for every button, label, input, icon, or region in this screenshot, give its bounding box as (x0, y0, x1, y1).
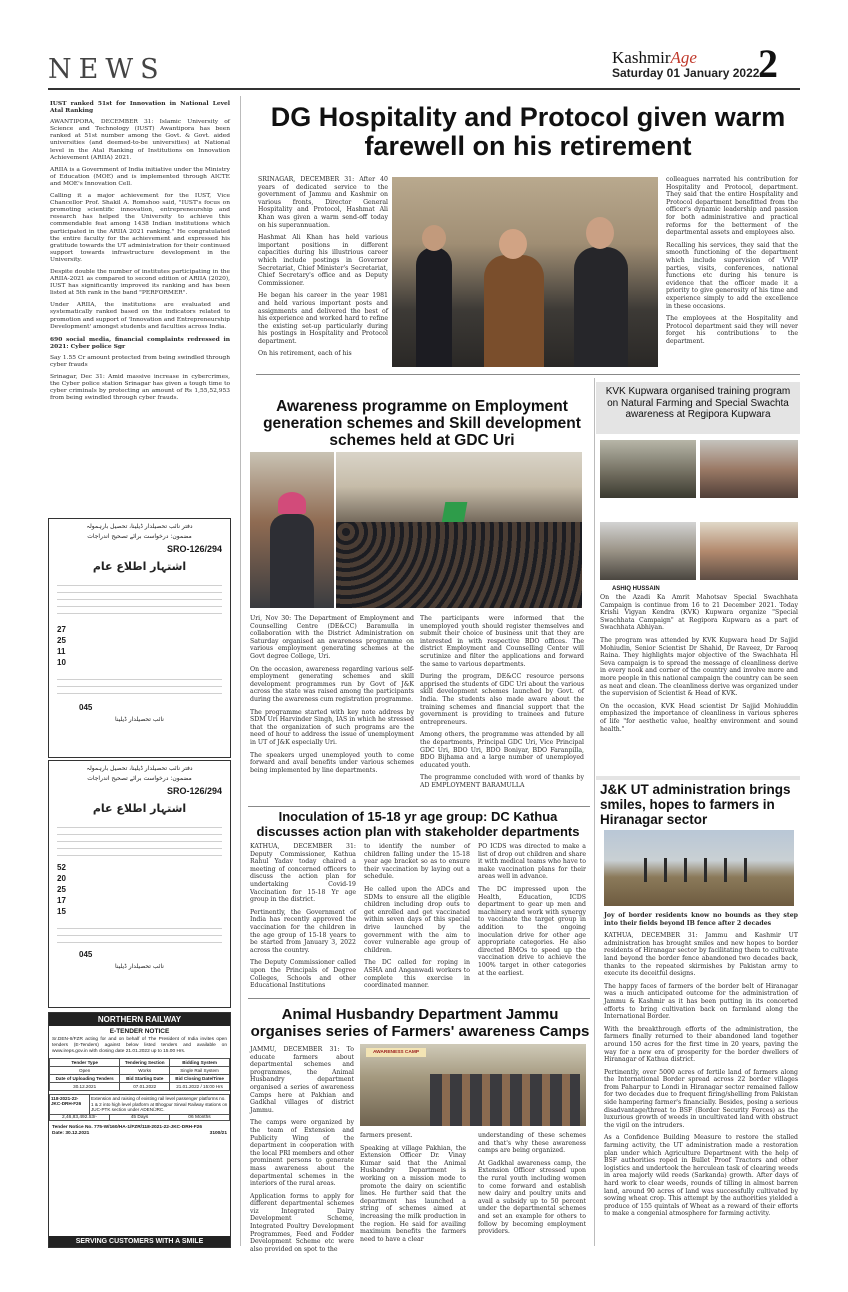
railway-intro: Sr.DEN-II/FZR acting for and on behalf of The President of India invites open tenders (E-Tenders) against below listed tenders and available on www.ireps.gov.in with closing date 21.01.2022 up to 15.00 Hrs. (52, 1037, 227, 1054)
paragraph: The speakers urged unemployed youth to come forward and avail benefits under various schemes being implemented by line departments. (250, 751, 414, 774)
paragraph: Joy of border residents know no bounds as they step into their fields beyond IB fence after 2 decades (604, 912, 798, 927)
table-row (50, 1067, 230, 1075)
dg-col-3 (666, 176, 798, 368)
table-cell: 30.12.2021 (50, 1083, 120, 1091)
kvk-headline: KVK Kupwara organised training program on Natural Farming and Special Swachta awareness at Regipora Kupwara (605, 386, 791, 420)
tender-amount: 2,46,83,492.53/- (50, 1115, 110, 1120)
awareness-col-2 (420, 615, 584, 801)
urdu-notice-1 (48, 518, 231, 758)
hiranagar-headline-box (596, 776, 800, 780)
paragraph: understanding of these schemes and that's why these awareness camps are being organized. (478, 1132, 586, 1155)
animal-col-2 (360, 1132, 466, 1243)
tender-notice-number: Tender Notice No. 775-W/160/HA-1/FZR/118-2021-22-JKC-DRH-F26 (52, 1124, 202, 1130)
paragraph: SRINAGAR, DECEMBER 31: After 40 years of dedicated service to the government of Jammu and Kashmir on various fronts, Director General Hospitality and Protocol, Hashmat Ali Khan was given a warm send-off today on his superannuation. (258, 176, 388, 229)
table-cell: Open (50, 1067, 120, 1075)
kathua-col-2 (364, 843, 470, 993)
logo-main: Kashmir (612, 48, 671, 67)
table-cell: Tendering Section (120, 1059, 170, 1067)
turban-shape (278, 492, 306, 514)
tender-period: 06 Months (188, 1114, 211, 1120)
amount: 11 (57, 647, 66, 656)
dg-col-1 (258, 176, 388, 368)
tender-table (49, 1058, 230, 1091)
paragraph: Pertinently, the Government of India has recently approved the vaccination for the children in the age group of 15-18 years to be started from January 3, 2022 across the country. (250, 908, 356, 954)
table-cell: Bid Starting Date (120, 1075, 170, 1083)
hiranagar-body (604, 912, 798, 1232)
logo-accent: Age (670, 48, 697, 67)
notice-text-lines (57, 821, 222, 857)
farmers-group (634, 858, 764, 882)
paragraph: He began his career in the year 1981 and held various important posts and assignments and delivered the best of his experience and worked hard to refine the existing set-up particularly during his postings in Hospitality and Protocol department. (258, 292, 388, 345)
notice-text-lines (57, 673, 222, 697)
paragraph: Uri, Nov 30: The Department of Employment and Counselling Centre (DE&CC) Baramulla in collaboration with the District Administration on Saturday organised an awareness programme on various employment generating schemes at the Govt degree College, Uri. (250, 615, 414, 660)
paragraph: IUST ranked 51st for Innovation in National Level Atal Ranking (50, 100, 230, 115)
tender-date: Date: 30.12.2021 (52, 1130, 90, 1136)
notice-header: دفتر نائب تحصیلدار ڈیلینا، تحصیل بارہمولہ (86, 765, 193, 772)
paragraph: Hashmat Ali Khan has held various important positions in different capacities during his illustrious career which include postings in Governor Secretariat, Chief Minister's Secretariat, Chief Secretary's office and as Deputy Commissioner. (258, 234, 388, 287)
amount: 27 (57, 625, 66, 634)
paragraph: 690 social media, financial complaints redressed in 2021: Cyber police Sgr (50, 335, 230, 350)
kathua-headline: Inoculation of 15-18 yr age group: DC Kathua discusses action plan with stakeholder departments (256, 809, 580, 839)
paragraph: At Gadkhal awareness camp, the Extension Officer stressed upon the rural youth including women to come forward and establish new dairy and poultry units and avail a subsidy up to 50 percent under the departmental schemes and set an example for others to follow by becoming employment providers. (478, 1159, 586, 1236)
kathua-col-1 (250, 843, 356, 993)
animal-col-1 (250, 1046, 354, 1253)
paragraph: On his retirement, each of his (258, 350, 352, 358)
table-row (50, 1083, 230, 1091)
paragraph: AWANTIPORA, DECEMBER 31: Islamic University of Science and Technology (IUST) Awantipora has been ranked at 51st number among the Govt. & Govt. aided universities (and deemed-to-be universities) at National level in the Atal Ranking of Institutions on Innovation Achievement (ARIIA) 2021. (50, 119, 230, 161)
section-rule (256, 374, 800, 375)
paragraph: He called upon the ADCs and SDMs to ensure all the eligible children including drop outs to get enrolled and get vaccinated within seven days of this special drive launched by the government with the aim to cover vulnerable age group of children. (364, 885, 470, 954)
kvk-body (600, 594, 798, 770)
table-cell: Single Rail System (170, 1067, 230, 1075)
amount: 15 (57, 907, 66, 916)
paragraph: The participants were informed that the unemployed youth should register themselves and submit their choice of business unit that they are interested in with respective BDO offices. The district Employment and Counselling Center will scrutinize and filter the applications and forward the same to various departments. (420, 615, 584, 668)
paragraph: Recalling his services, they said that the smooth functioning of the department which include supervision of VVIP parties, visits, conferences, national functions etc during his tenure is evidence that the officer made it a priority to give generosity of his time and experience simply to add the excellence in these occasions. (666, 241, 798, 310)
paragraph: During the program, DE&CC resource persons apprised the students of GDC Uri about the various skill development schemes launched by Govt. of India. The students also made aware about the training schemes and financial support that the government is providing to trainees and future entrepreneurs. (420, 673, 584, 726)
notice-total: 045 (79, 703, 93, 712)
table-cell: Works (120, 1067, 170, 1075)
table-cell: Date of Uploading Tenders (50, 1075, 120, 1083)
tender-number: 118-2021-22-JKC-DRH-F26 (50, 1095, 90, 1114)
table-row (50, 1075, 230, 1083)
table-row (50, 1059, 230, 1067)
paragraph: The happy faces of farmers of the border belt of Hiranagar was a much anticipated outcome for the administration of Jammu & Kashmir as it has been putting in its concerted efforts to bring cultivation back on farmland along the International Border. (604, 982, 798, 1021)
person-silhouette (574, 247, 628, 367)
paragraph: KATHUA, DECEMBER 31: Jammu and Kashmir UT administration has brought smiles and new hopes to border residents of Hiranagar sector by facilitating them to cultivate land beyond the border fence abandoned two decades back, thanks to the repeated skirmishes by Pakistan army to execute its deceitful designs. (604, 932, 798, 978)
paragraph: The programme started with key note address by SDM Uri Harvinder Singh, IAS in which he stressed that the organization of such programs are the need of hour to address the issue of unemployment in UT of J&K especially Uri. (250, 708, 414, 746)
kathua-col-3 (478, 843, 586, 993)
paragraph: Srinagar, Dec 31: Amid massive increase in cybercrimes, the Cyber police station Srinagar has given a tough time to cyber criminals by protecting an amount of Rs 1,55,52,953 from being swindled through cyber frauds. (50, 374, 230, 402)
paragraph: The program was attended by KVK Kupwara head Dr Sajjid Mohiudin, Senior Scientist Dr Shahid, Dr Raveez, Dr Farooq Raina. They highlights major objective of the Swachhata Hi Seva campaign is to spread the message of cleanliness derive in every nook and corner of the country and involve more and more people in this national campaign the country can be seen as neat and clean. The cleanliness derive was organized under the supervision of Scientist & Head of KVK. (600, 636, 799, 698)
paragraph: farmers present. (360, 1132, 413, 1139)
section-label: NEWS (48, 54, 166, 85)
person-head (422, 225, 446, 251)
paragraph: On the occasion, awareness regarding various self-employment generating schemes and skill development programmes run by Govt of J&K across the state was raised among the participants during the awareness cum registration programme. (250, 665, 414, 703)
top-rule (48, 88, 800, 90)
person-silhouette (484, 255, 544, 367)
farmers-audience (430, 1074, 580, 1126)
tender-details: Extension and raising of existing rail level passenger platforms no. 1 & 2 into high level platform at Bhogpur Sirwal Railway stations on JUC-PTK section under ADEN/JRC. (91, 1096, 228, 1113)
newspaper-logo (612, 48, 697, 68)
kvk-photo-4 (700, 522, 798, 580)
paragraph: The DC called for roping in ASHA and Anganwadi workers to complete this exercise in coordinated manner. (364, 959, 470, 990)
audience-crowd (336, 522, 582, 608)
hiranagar-photo (604, 830, 794, 906)
table-cell: 07.01.2022 (120, 1083, 170, 1091)
awareness-photo-right (336, 452, 582, 608)
animal-photo (360, 1044, 586, 1126)
notice-code: SRO-126/294 (166, 786, 222, 796)
farewell-photo (392, 177, 658, 367)
notice-title: اشتہار اطلاع عام (92, 802, 187, 815)
hiranagar-headline: J&K UT administration brings smiles, hopes to farmers in Hiranagar sector (600, 782, 791, 827)
table-cell: Bid Closing Date/Time (170, 1075, 230, 1083)
paragraph: Calling it a major achievement for the IUST, Vice Chancellor Prof. Shakil A. Romshoo said, "IUST's focus on promoting scientific innovation, entrepreneurship and research has helped the University to achieve this commendable feat among 1438 Indian institutions which participated in the ARIIA 2021 ranking." He congratulated the entire faculty for the achievement and expressed his gratitude towards the UT administration for their continued support towards infrastructure development in the University. (50, 193, 230, 263)
paragraph: The programme concluded with word of thanks by AD EMPLOYMENT BARAMULLA (420, 774, 584, 789)
kvk-photo-3 (600, 522, 696, 580)
amount: 20 (57, 874, 66, 883)
paragraph: As a Confidence Building Measure to restore the stalled farming activity, the UT administration made a restoration plan under which Agriculture Department with the help of BSF authorities roped in Bullet Proof Tractors and other logistics and undertook the herculean task of clearing weeds in area majorly wild reeds (Sarkanda) growth. After days of hard work to clear weeds, rounds of tilling in almost barren land, around 90 acres of land was successfully cultivated by sowing wheat crop. This attempt by the authorities yielded a produce of 155 quintals of Wheat as a reward of their efforts to make a congenial atmosphere for farming activity. (604, 1134, 798, 1218)
paragraph: The DC impressed upon the Health, Education, ICDS department to gear up men and machinery and work with synergy to vaccinate the target group in addition to the ongoing inoculation drive for other age appropriate categories. He also directed BMOs to speed up the vaccination drive to achieve the 100% target in other categories at the earliest. (478, 885, 586, 977)
left-article (50, 100, 230, 512)
paragraph: On the occasion, KVK Head scientist Dr Sajjid Mohiuddin emphasized the importance of cleanliness in various spheres of life "for aesthetic value, healthy environment and sound health." (600, 702, 798, 733)
notice-text-lines (57, 922, 222, 944)
paragraph: Despite double the number of institutes participating in the ARIIA-2021 as compared to second edition of ARIIA (2020), IUST has significantly improved its ranking and has been listed at 5th rank in the band "PERFORMER". (50, 268, 230, 297)
paragraph: JAMMU, DECEMBER 31: To educate farmers about departmental schemes and programmes, the Animal Husbandry department organised a series of awareness Camps here at Pakhian and Gadkhal villages of district Jammu. (250, 1046, 354, 1114)
railway-title: NORTHERN RAILWAY (49, 1013, 230, 1026)
paragraph: Speaking at village Pakhian, the Extension Officer Dr. Vinay Kumar said that the Animal Husbandry Department is working on a mission mode to promote the dairy on scientific lines. He further said that the department has launched a string of schemes aimed at increasing the milk production in the region. He said for availing maximum benefits the farmers need to have a clear (360, 1144, 466, 1243)
paragraph: Say 1.55 Cr amount protected from being swindled through cyber frauds (50, 354, 230, 368)
urdu-notice-2 (48, 760, 231, 1008)
tender-date-row (49, 1130, 230, 1137)
paragraph: Pertinently, over 5000 acres of fertile land of farmers along the International Border spread across 22 border villages from Paharpur to Londi in Hiranagar sector remained fallow for two decades due to frequent firing/shelling from Pakistan side hampering farmer's financially. Besides, posing a serious disadvantage/threat to BSF (Border Security Forces) as the luxurious growth of weeds in uncultivated land with obstruct the vigil on the intruders. (604, 1068, 798, 1129)
dg-headline: DG Hospitality and Protocol given warm farewell on his retirement (270, 102, 786, 161)
paragraph: Application forms to apply for different departmental schemes viz Integrated Dairy Development Scheme, Integrated Poultry Development Programmes, Feed and Fodder Development Scheme etc were also provided on spot to the (250, 1192, 354, 1253)
person-silhouette (270, 514, 314, 608)
paragraph: ARIIA is a Government of India initiative under the Ministry of Education (MOE) and is implemented through AICTE and MOE's Innovation Cell. (50, 166, 230, 187)
paragraph: to identify the number of children falling under the 15-18 year age bracket so as to ensure their vaccination by laying out a schedule. (364, 843, 470, 881)
paragraph: KATHUA, DECEMBER 31: Deputy Commissioner, Kathua Rahul Yadav today chaired a meeting of concerned officers to discuss the action plan for undertaking Covid-19 Vaccination for 15-18 Yr age group in the district. (250, 843, 356, 904)
amount: 10 (57, 658, 66, 667)
notice-subject: مضمون: درخواست برائے تصحیح اندراجات (87, 533, 192, 540)
notice-code: SRO-126/294 (166, 544, 222, 554)
amount: 52 (57, 863, 66, 872)
amount: 25 (57, 885, 66, 894)
notice-total: 045 (79, 950, 93, 959)
section-rule (248, 806, 590, 807)
person-head (586, 217, 614, 249)
railway-subtitle: E-TENDER NOTICE (109, 1028, 170, 1035)
table-cell: Bidding System (170, 1059, 230, 1067)
table-cell: Tender Type (50, 1059, 120, 1067)
table-cell: 21.01.2022 / 15:00 Hrs (170, 1083, 230, 1091)
person-silhouette (416, 247, 452, 367)
amount: 17 (57, 896, 66, 905)
railway-footer: SERVING CUSTOMERS WITH A SMILE (49, 1236, 230, 1247)
paragraph: The camps were organized by the team of Extension and Publicity Wing of the department in cooperation with the local PRI members and other prominent persons to generate mass awareness about the departmental schemes in the interiors of the rural areas. (250, 1119, 354, 1188)
notice-text-lines (57, 579, 222, 619)
paragraph: On the Azadi Ka Amrit Mahotsav Special Swachhata Campaign is continue from 16 to 21 December 2021. Today Krishi Vigyan Kendra (KVK) Kupwara organize "Special Swachhata Campaign" at Regipora Kupwara as a part of Swachhata Abhiyan. (600, 594, 798, 632)
notice-subject: مضمون: درخواست برائے تصحیح اندراجات (87, 775, 192, 782)
paragraph: Under ARIIA, the institutions are evaluated and systematically ranked based on the indicators related to promotion and support of 'Innovation and Entrepreneurship Development' amongst students and faculties across India. (50, 302, 230, 330)
column-divider (240, 96, 241, 1246)
paragraph: The employees at the Hospitality and Protocol department said they will never forget his contributions to the department. (666, 315, 798, 345)
amount: 25 (57, 636, 66, 645)
animal-headline: Animal Husbandry Department Jammu organises series of Farmers' awareness Camps (250, 1006, 590, 1040)
tender-validity: 45 Days (110, 1115, 170, 1120)
animal-col-3 (478, 1132, 586, 1234)
column-divider (594, 378, 595, 1246)
kvk-byline: ASHIQ HUSSAIN (612, 586, 660, 592)
paragraph: The Deputy Commissioner called upon the Principals of Degree Colleges, Schools and other Educational Institutions (250, 959, 356, 990)
railway-notice (48, 1012, 231, 1248)
notice-amounts (57, 625, 222, 667)
kvk-photo-1 (600, 440, 696, 498)
paragraph: With the breakthrough efforts of the administration, the farmers finally returned to their abandoned land together around 150 acres for the first time in 20 years, paving the way for a new era of prosperity for the border dwellers of Hiranagar of Kathua district. (604, 1025, 798, 1064)
issue-date: Saturday 01 January 2022 (612, 66, 760, 80)
notice-title: اشتہار اطلاع عام (92, 560, 187, 573)
notice-footer: نائب تحصیلدار ڈیلینا (115, 716, 164, 723)
awareness-headline: Awareness programme on Employment generation schemes and Skill development schemes held at GDC Uri (263, 398, 581, 449)
tender-detail-row (49, 1094, 230, 1115)
paragraph: Among others, the programme was attended by all the departments, Principal GDC Uri, Vice Principal GDC Uri, BDO Uri, BDO Boniyar, BDO Faranpilla, BDO Bijhama and a large number of unemployed educated youth. (420, 731, 584, 769)
kvk-photo-2 (700, 440, 798, 498)
awareness-col-1 (250, 615, 414, 801)
paragraph: PO ICDS was directed to make a list of drop out children and share it with medical teams who have to make vaccination plans for their areas well in advance. (478, 843, 586, 881)
page-number: 2 (758, 41, 778, 86)
awareness-photo-left (250, 452, 334, 608)
notice-footer: نائب تحصیلدار ڈیلینا (115, 963, 164, 970)
person-head (499, 229, 527, 259)
awareness-banner: AWARENESS CAMP (366, 1048, 426, 1057)
tender-code: 3100/21 (209, 1130, 227, 1136)
paragraph: colleagues narrated his contribution for Hospitality and Protocol, department. They said that the entire Hospitality and Protocol department benefitted from the officer's dynamic leadership and passion for both administrative and practical reforms for the betterment of the departmental assets and employees also. (666, 176, 798, 237)
section-rule (248, 998, 590, 999)
notice-header: دفتر نائب تحصیلدار ڈیلینا، تحصیل بارہمولہ (86, 523, 193, 530)
notice-amounts (57, 863, 222, 916)
